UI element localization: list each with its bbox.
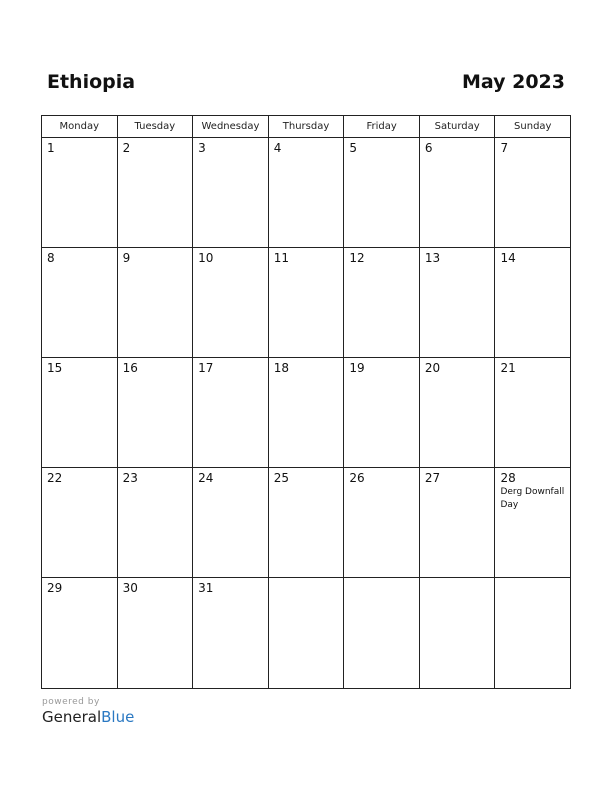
day-number: 26 [349,471,365,485]
country-title: Ethiopia [47,71,136,93]
day-number: 21 [500,361,516,375]
week-row [42,578,570,688]
day-number: 30 [122,581,138,595]
day-cell[interactable] [420,578,496,688]
weekday-header-row [42,116,570,138]
day-number: 13 [424,251,441,265]
day-number: 7 [500,141,509,155]
brand-logo[interactable] [42,708,134,726]
day-cell[interactable] [344,138,420,247]
weekday-label: Monday [42,116,118,137]
day-cell[interactable] [344,578,420,688]
day-number: 22 [47,471,63,485]
day-cell[interactable] [118,138,194,247]
weekday-label: Tuesday [118,116,194,137]
day-number: 18 [273,361,290,375]
day-cell[interactable] [193,248,269,357]
day-cell[interactable] [269,468,345,577]
day-number: 3 [198,141,206,155]
day-cell[interactable] [420,358,496,467]
day-cell[interactable] [495,138,570,247]
day-number: 24 [198,471,214,485]
day-number: 20 [424,361,441,375]
brand-general-text: General [42,708,102,726]
day-cell[interactable] [42,138,118,247]
day-cell[interactable] [269,578,345,688]
day-number: 14 [500,251,516,265]
weekday-label: Wednesday [193,116,269,137]
day-number: 1 [47,141,55,155]
week-row [42,138,570,248]
day-cell[interactable] [118,248,194,357]
week-row [42,358,570,468]
calendar-grid [41,115,571,689]
day-cell[interactable] [118,578,194,688]
day-cell[interactable] [42,248,118,357]
day-cell[interactable] [420,468,496,577]
weekday-label: Friday [344,116,420,137]
week-rows [42,138,570,688]
day-cell[interactable] [269,358,345,467]
day-cell[interactable] [193,468,269,577]
day-cell[interactable] [420,248,496,357]
week-row [42,468,570,578]
day-cell[interactable] [42,468,118,577]
day-number: 25 [273,471,290,485]
day-cell[interactable] [495,358,570,467]
weekday-label: Saturday [420,116,496,137]
day-cell[interactable] [269,138,345,247]
day-number: 5 [349,141,357,155]
day-number: 15 [47,361,63,375]
day-cell[interactable] [118,468,194,577]
week-row [42,248,570,358]
day-number: 29 [47,581,63,595]
month-title: May 2023 [461,71,565,93]
day-cell[interactable] [193,578,269,688]
day-number: 16 [122,361,138,375]
day-number: 2 [122,141,131,155]
day-cell[interactable] [42,578,118,688]
day-cell[interactable] [420,138,496,247]
day-number: 28 [500,471,516,485]
day-number: 17 [198,361,214,375]
day-number: 6 [424,141,433,155]
day-cell[interactable] [344,248,420,357]
powered-by-text: powered by [42,697,100,707]
day-cell[interactable] [269,248,345,357]
calendar-header [47,71,565,99]
day-number: 19 [349,361,365,375]
day-number: 27 [424,471,441,485]
day-number: 23 [122,471,138,485]
day-number: 8 [47,251,55,265]
holiday-label: Derg Downfall Day [500,487,565,510]
day-cell[interactable] [193,138,269,247]
day-cell[interactable] [495,578,570,688]
day-number: 10 [198,251,214,265]
footer-branding [42,697,134,726]
day-number: 12 [349,251,365,265]
day-number: 11 [273,251,290,265]
day-cell[interactable] [495,248,570,357]
day-cell[interactable] [344,358,420,467]
weekday-label: Sunday [514,121,552,132]
day-number: 31 [198,581,214,595]
day-cell[interactable] [118,358,194,467]
day-number: 4 [273,141,282,155]
weekday-label: Thursday [269,116,345,137]
brand-blue-text: Blue [101,708,135,726]
day-cell[interactable] [495,468,570,577]
day-cell[interactable] [344,468,420,577]
day-number: 9 [122,251,131,265]
day-cell[interactable] [193,358,269,467]
day-cell[interactable] [42,358,118,467]
